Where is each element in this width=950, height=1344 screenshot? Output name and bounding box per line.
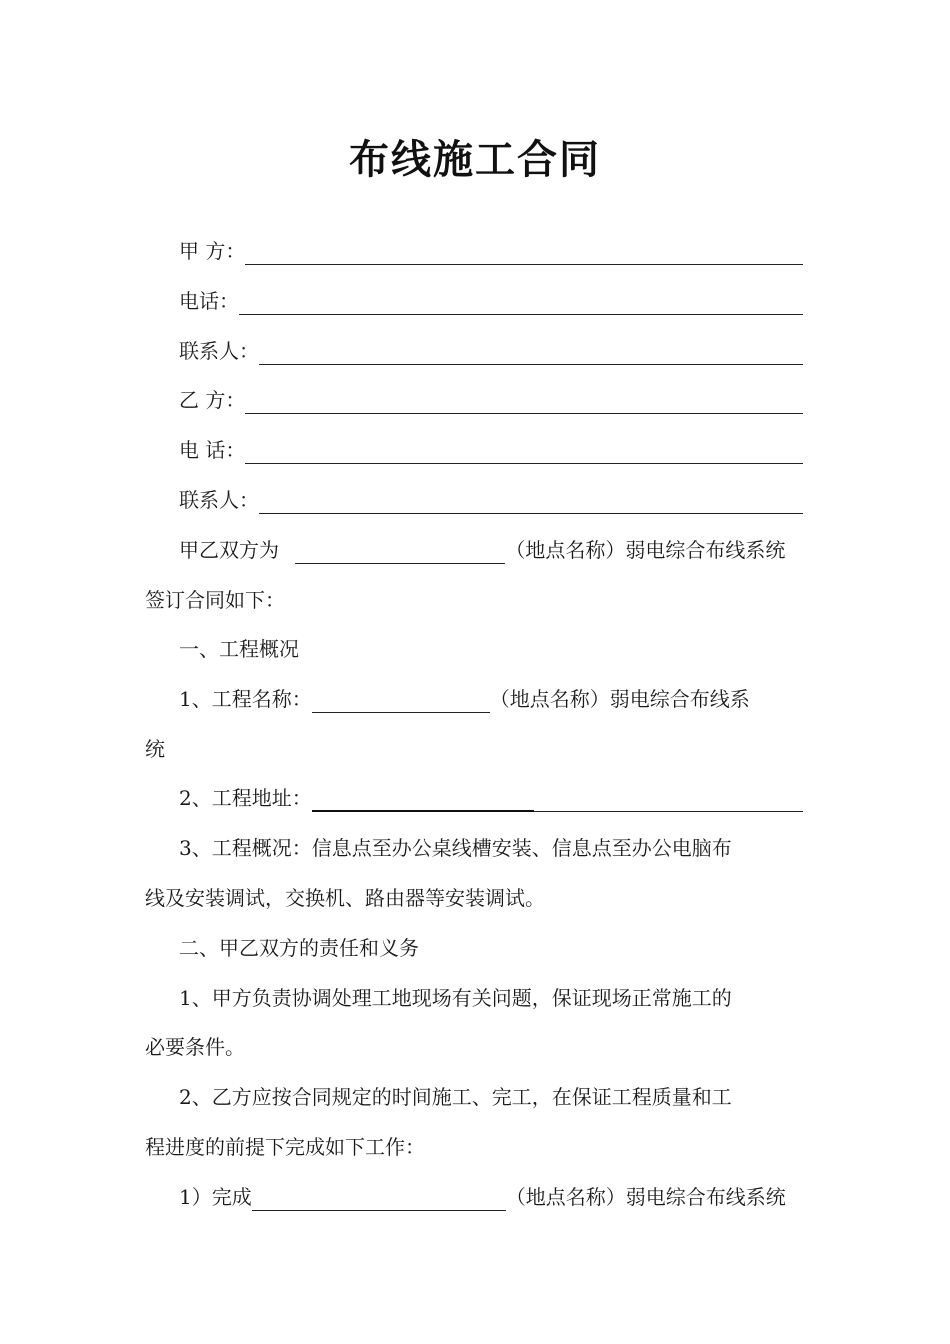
party-b-label: 乙 方： xyxy=(179,388,246,412)
intro-prefix: 甲乙双方为 xyxy=(179,538,279,562)
duty1-line2: 必要条件。 xyxy=(145,1035,245,1059)
party-a-label: 甲 方： xyxy=(179,239,246,263)
task1-suffix: （地点名称）弱电综合布线系统 xyxy=(505,1185,786,1209)
phone2-label: 电 话： xyxy=(179,438,246,462)
phone1-label: 电话： xyxy=(179,289,239,313)
document-title: 布线施工合同 xyxy=(349,136,601,183)
intro-line2: 签订合同如下： xyxy=(145,588,285,612)
contact1-blank[interactable] xyxy=(259,340,803,365)
section1-heading: 一、工程概况 xyxy=(179,637,299,661)
project-name-line xyxy=(179,682,803,716)
overview-line1: 3、工程概况：信息点至办公桌线槽安装、信息点至办公电脑布 xyxy=(179,836,732,860)
party-a-row xyxy=(179,234,803,268)
contact2-label: 联系人： xyxy=(179,488,259,512)
project-address-blank[interactable] xyxy=(312,786,534,812)
phone2-row xyxy=(179,433,803,467)
phone1-row xyxy=(179,284,803,318)
duty2-line2: 程进度的前提下完成如下工作： xyxy=(145,1135,425,1159)
party-a-blank[interactable] xyxy=(245,240,803,265)
project-name-blank[interactable] xyxy=(312,688,490,713)
task1-prefix: 1）完成 xyxy=(179,1185,252,1209)
project-address-row xyxy=(179,781,803,815)
party-b-row xyxy=(179,383,803,417)
task1-line xyxy=(179,1180,803,1214)
intro-location-blank[interactable] xyxy=(295,539,505,564)
contact1-row xyxy=(179,334,803,368)
project-address-label: 2、工程地址： xyxy=(179,786,312,810)
project-address-blank-tail[interactable] xyxy=(534,787,803,812)
phone2-blank[interactable] xyxy=(245,439,803,464)
task1-location-blank[interactable] xyxy=(252,1186,506,1211)
duty1-line1: 1、甲方负责协调处理工地现场有关问题，保证现场正常施工的 xyxy=(179,986,732,1010)
phone1-blank[interactable] xyxy=(239,290,803,315)
contact2-blank[interactable] xyxy=(259,489,803,514)
project-name-line2: 统 xyxy=(145,737,165,761)
section2-heading: 二、甲乙双方的责任和义务 xyxy=(179,936,419,960)
party-b-blank[interactable] xyxy=(245,389,803,414)
contact1-label: 联系人： xyxy=(179,339,259,363)
contact2-row xyxy=(179,483,803,517)
intro-line xyxy=(179,533,803,567)
duty2-line1: 2、乙方应按合同规定的时间施工、完工，在保证工程质量和工 xyxy=(179,1085,732,1109)
overview-line2: 线及安装调试，交换机、路由器等安装调试。 xyxy=(145,886,545,910)
intro-suffix: （地点名称）弱电综合布线系统 xyxy=(505,538,786,562)
project-name-suffix: （地点名称）弱电综合布线系 xyxy=(489,687,750,711)
project-name-label: 1、工程名称： xyxy=(179,687,312,711)
